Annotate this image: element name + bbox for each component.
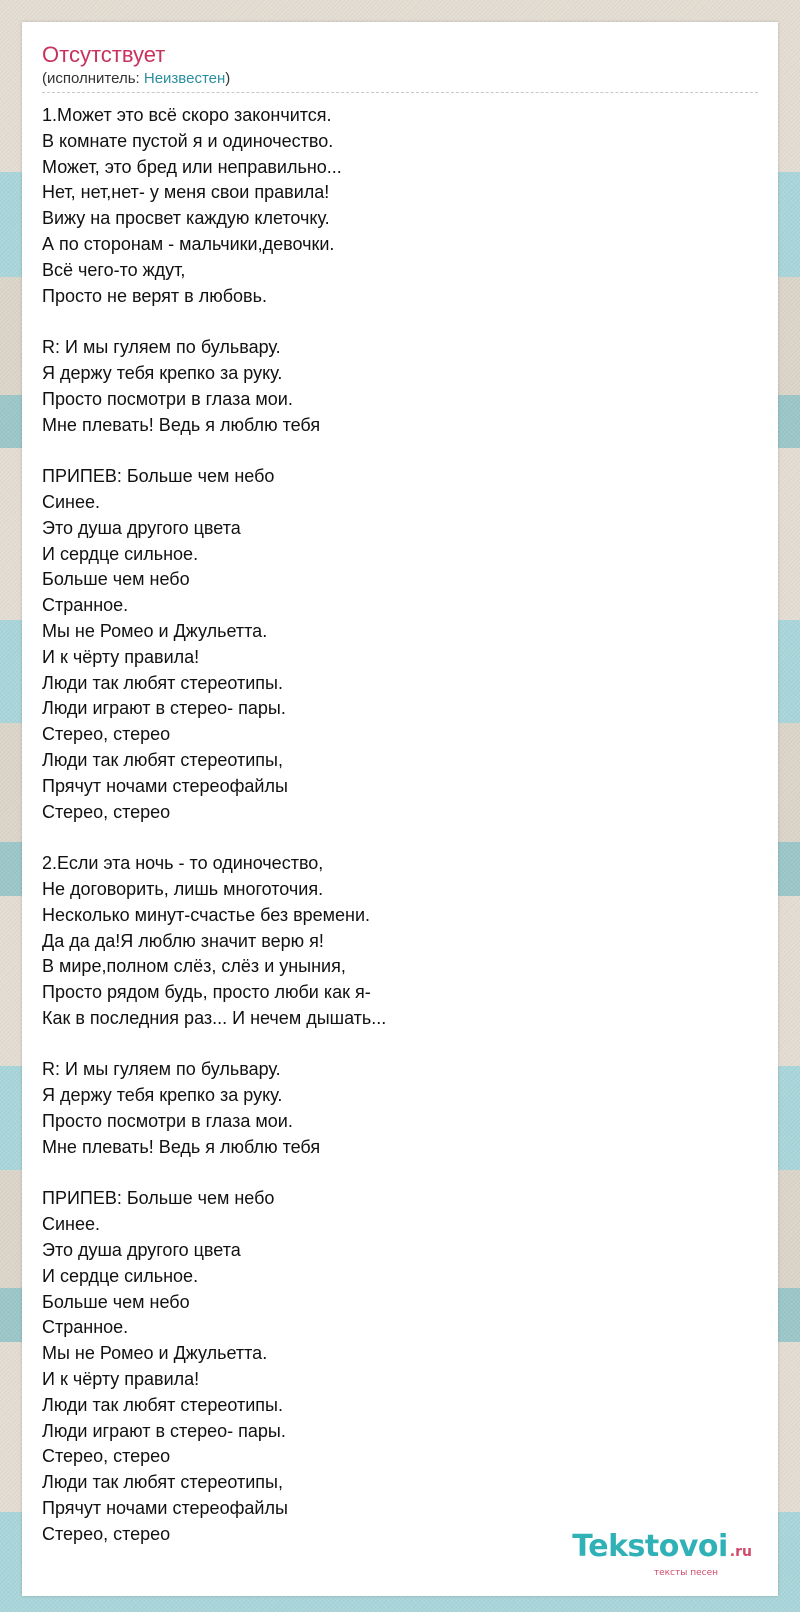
lyric-line: Может, это бред или неправильно... [42,156,342,177]
lyric-line: R: И мы гуляем по бульвару. [42,337,281,358]
artist-link[interactable]: Неизвестен [143,70,226,87]
lyric-line: Просто посмотри в глаза мои. [42,1111,293,1132]
lyric-line: А по сторонам - мальчики,девочки. [42,233,335,254]
lyric-line: ПРИПЕВ: Больше чем небо [42,466,275,487]
title-divider [42,92,758,93]
lyric-line: Просто посмотри в глаза мои. [42,388,293,409]
lyrics-stanza [42,464,386,825]
lyric-line: Стерео, стерео [42,801,171,822]
lyric-line: Больше чем небо [42,569,190,590]
lyrics-text [42,103,386,1548]
lyric-line: Мне плевать! Ведь я люблю тебя [42,1136,321,1157]
lyric-line: Вижу на просвет каждую клеточку. [42,208,330,229]
lyric-line: Не договорить, лишь многоточия. [42,878,324,899]
lyric-line: ПРИПЕВ: Больше чем небо [42,1188,275,1209]
lyric-line: Мы не Ромео и Джульетта. [42,1343,268,1364]
lyric-line: 2.Если эта ночь - то одиночество, [42,853,324,874]
lyric-line: Нет, нет,нет- у меня свои правила! [42,182,330,203]
lyric-line: Странное. [42,595,129,616]
lyric-line: Люди так любят стереотипы, [42,749,283,770]
lyric-line: Несколько минут-счастье без времени. [42,904,371,925]
lyric-line: Стерео, стерео [42,1446,171,1467]
artist-line [42,70,230,88]
lyric-line: Всё чего-то ждут, [42,259,186,280]
lyrics-stanza [42,1057,386,1160]
lyric-line: Люди так любят стереотипы, [42,1472,283,1493]
lyric-line: И к чёрту правила! [42,646,200,667]
lyric-line: Это душа другого цвета [42,517,241,538]
lyric-line: Люди играют в стерео- пары. [42,1420,286,1441]
logo-tagline: тексты песен [653,1568,718,1578]
lyric-line: Больше чем небо [42,1291,190,1312]
lyric-line: И сердце сильное. [42,1265,199,1286]
lyric-line: Люди играют в стерео- пары. [42,698,286,719]
lyric-line: Да да да!Я люблю значит верю я! [42,930,324,951]
lyric-line: R: И мы гуляем по бульвару. [42,1059,281,1080]
lyric-line: Просто не верят в любовь. [42,285,267,306]
lyric-line: Стерео, стерео [42,1523,171,1544]
lyric-line: Прячут ночами стереофайлы [42,775,288,796]
lyric-line: Странное. [42,1317,129,1338]
lyric-line: В комнате пустой я и одиночество. [42,130,334,151]
artist-suffix: ) [225,70,231,87]
lyric-line: Прячут ночами стереофайлы [42,1498,288,1519]
lyrics-card [22,22,778,1596]
lyrics-stanza [42,851,386,1032]
lyric-line: Люди так любят стереотипы. [42,672,283,693]
lyric-line: Это душа другого цвета [42,1240,241,1261]
logo-tld: .ru [729,1544,752,1560]
lyric-line: Синее. [42,1214,101,1235]
lyrics-stanza [42,103,386,309]
lyric-line: Просто рядом будь, просто люби как я- [42,982,371,1003]
lyric-line: В мире,полном слёз, слёз и уныния, [42,956,346,977]
lyric-line: 1.Может это всё скоро закончится. [42,105,332,125]
lyric-line: И сердце сильное. [42,543,199,564]
lyric-line: Мы не Ромео и Джульетта. [42,620,268,641]
lyric-line: Я держу тебя крепко за руку. [42,362,283,383]
lyric-line: Синее. [42,491,101,512]
lyric-line: Как в последния раз... И нечем дышать... [42,1007,387,1028]
lyric-line: Я держу тебя крепко за руку. [42,1085,283,1106]
lyric-line: Стерео, стерео [42,724,171,745]
lyric-line: Люди так любят стереотипы. [42,1394,283,1415]
lyric-line: Мне плевать! Ведь я люблю тебя [42,414,321,435]
song-title: Отсутствует [42,42,166,67]
tekstovoi-logo[interactable] [572,1531,752,1578]
lyrics-stanza [42,1186,386,1547]
lyric-line: И к чёрту правила! [42,1369,200,1390]
logo-name: Tekstovoi [572,1529,728,1564]
artist-prefix: (исполнитель: [42,70,144,87]
logo-wordmark [572,1531,752,1568]
lyrics-stanza [42,335,386,438]
